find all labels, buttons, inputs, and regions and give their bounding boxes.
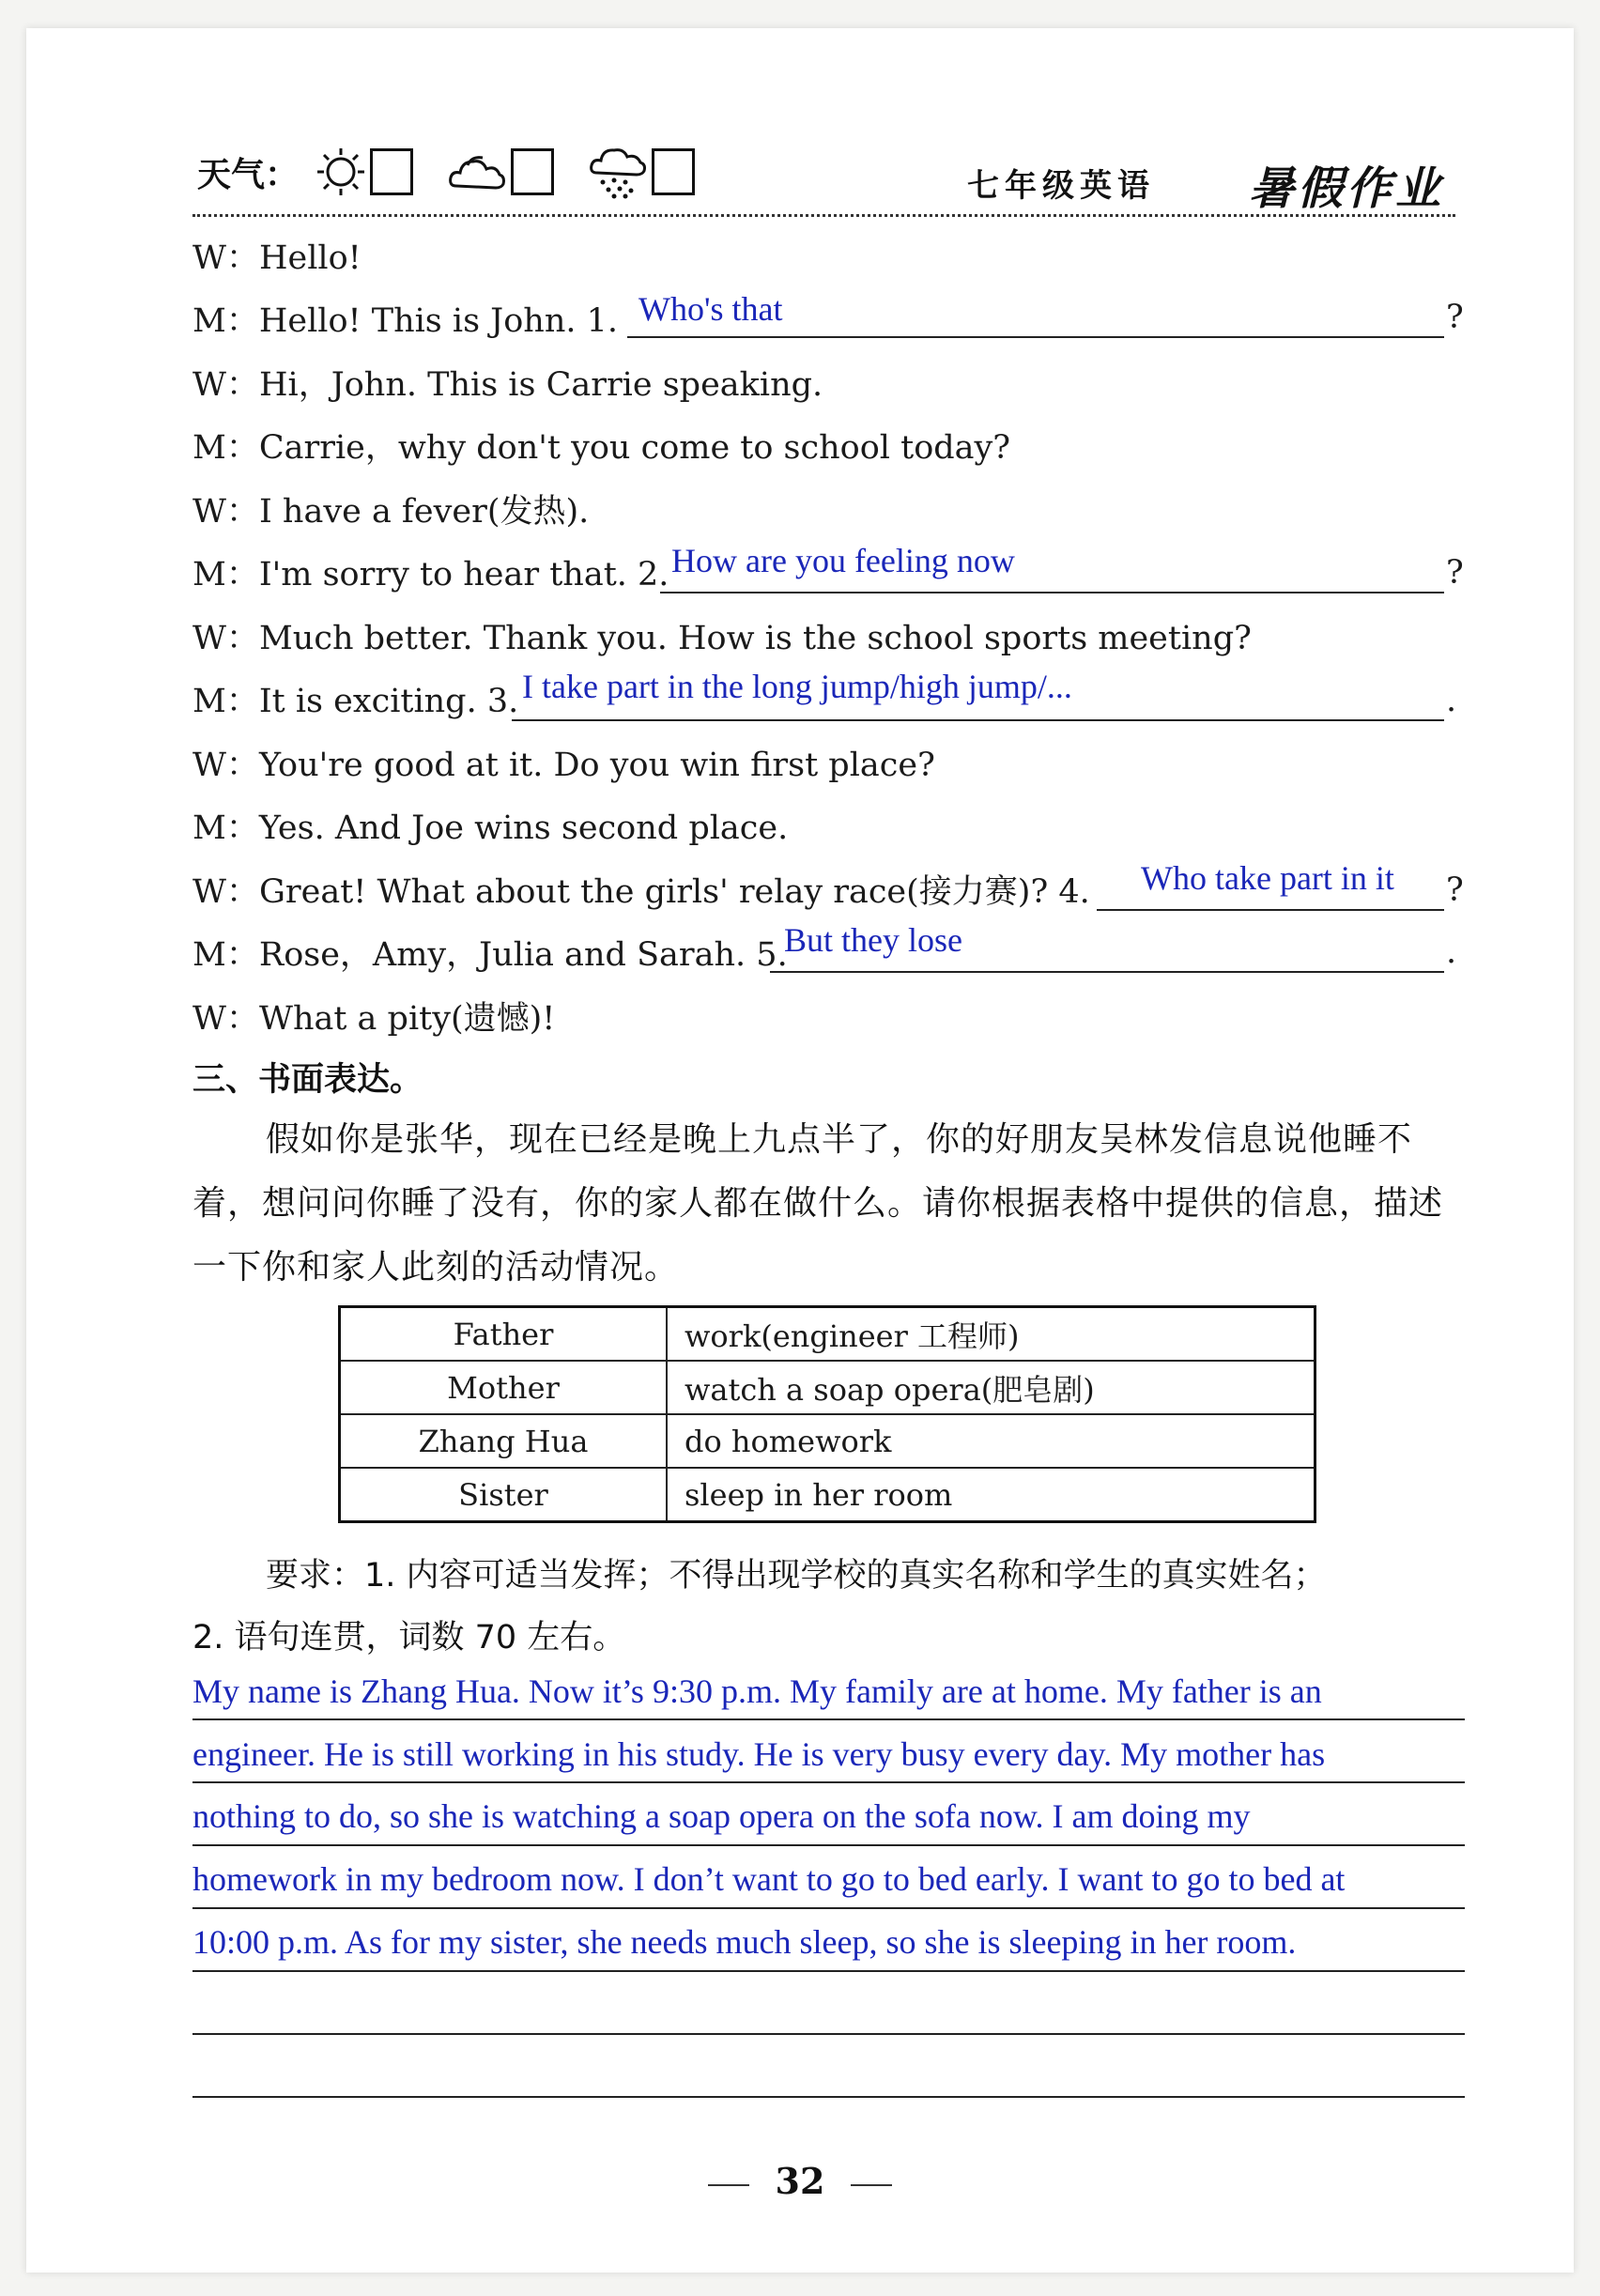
dialogue-line: W：What a pity(遗憾)! <box>192 1000 556 1038</box>
dialogue-line: W：You're good at it. Do you win first place? <box>192 747 935 784</box>
table-cell-who: Mother <box>340 1361 668 1414</box>
answer-2: How are you feeling now <box>671 542 1015 579</box>
page-dash-left <box>708 2184 749 2186</box>
answer-1: Who's that <box>638 290 783 328</box>
dialogue-line: W：Hi，John. This is Carrie speaking. <box>192 366 823 404</box>
page-dash-right <box>851 2184 892 2186</box>
dialogue-line: W：Hello! <box>192 239 362 277</box>
page-number-value: 32 <box>775 2160 825 2202</box>
table-cell-who: Sister <box>340 1468 668 1522</box>
grade-subject: 七年级英语 <box>967 167 1155 205</box>
weather-label: 天气： <box>197 154 300 194</box>
cloud-checkbox[interactable] <box>511 148 554 195</box>
sun-checkbox[interactable] <box>370 148 413 195</box>
dialogue-line: M：Carrie，why don't you come to school today? <box>192 429 1011 467</box>
requirements-line-1: 要求：1. 内容可适当发挥；不得出现学校的真实名称和学生的真实姓名； <box>266 1557 1327 1595</box>
brand-title: 暑假作业 <box>1249 162 1445 215</box>
table-cell-activity: watch a soap opera(肥皂剧) <box>667 1361 1315 1414</box>
essay-text-line: nothing to do, so she is watching a soap opera on the sofa now. I am doing my <box>192 1797 1251 1835</box>
section-title: 三、书面表达。 <box>192 1061 423 1099</box>
table-row <box>340 1468 1315 1522</box>
dialogue-line: M：Yes. And Joe wins second place. <box>192 809 789 847</box>
end-punct-4: ? <box>1446 871 1464 909</box>
table-row <box>340 1414 1315 1468</box>
page-number <box>0 2160 1600 2202</box>
end-punct-3: . <box>1446 682 1457 719</box>
table-cell-who: Father <box>340 1307 668 1362</box>
writing-line[interactable] <box>192 2034 1465 2098</box>
snow-checkbox[interactable] <box>652 148 695 195</box>
dialogue-line: W：Great! What about the girls' relay race(接力赛)? 4. <box>192 873 1090 911</box>
writing-prompt: 假如你是张华，现在已经是晚上九点半了，你的好朋友吴林发信息说他睡不着，想问问你睡了没有，你的家人都在做什么。请你根据表格中提供的信息，描述一下你和家人此刻的活动情况。 <box>192 1120 1444 1287</box>
writing-line[interactable] <box>192 1971 1465 2035</box>
dialogue-line: M：It is exciting. 3. <box>192 683 519 720</box>
header-divider <box>192 214 1455 217</box>
essay-text-line: My name is Zhang Hua. Now it’s 9:30 p.m. My family are at home. My father is an <box>192 1672 1322 1710</box>
end-punct-1: ? <box>1446 299 1464 336</box>
dialogue-line: W：I have a fever(发热). <box>192 493 590 531</box>
answer-4: Who take part in it <box>1141 859 1394 897</box>
dialogue-line: M：Hello! This is John. 1. <box>192 302 619 340</box>
table-cell-activity: work(engineer 工程师) <box>667 1307 1315 1362</box>
table-cell-activity: do homework <box>667 1414 1315 1468</box>
cloud-icon <box>447 146 507 197</box>
dialogue-line: W：Much better. Thank you. How is the school sports meeting? <box>192 620 1252 657</box>
table-row <box>340 1307 1315 1362</box>
end-punct-5: . <box>1446 933 1457 971</box>
dialogue-line: M：I'm sorry to hear that. 2. <box>192 556 669 593</box>
snow-cloud-icon <box>588 145 648 199</box>
requirements-line-2: 2. 语句连贯，词数 70 左右。 <box>192 1619 626 1657</box>
table-cell-who: Zhang Hua <box>340 1414 668 1468</box>
essay-text-line: engineer. He is still working in his study. He is very busy every day. My mother has <box>192 1735 1326 1773</box>
essay-text-line: homework in my bedroom now. I don’t want to go to bed early. I want to go to bed at <box>192 1860 1346 1898</box>
table-cell-activity: sleep in her room <box>667 1468 1315 1522</box>
answer-3: I take part in the long jump/high jump/... <box>522 668 1072 705</box>
essay-text-line: 10:00 p.m. As for my sister, she needs much sleep, so she is sleeping in her room. <box>192 1923 1297 1961</box>
table-row <box>340 1361 1315 1414</box>
weather-header <box>197 139 695 205</box>
activity-table <box>338 1305 1316 1523</box>
dialogue-line: M：Rose，Amy，Julia and Sarah. 5. <box>192 936 788 974</box>
answer-5: But they lose <box>784 921 962 959</box>
sun-icon <box>315 146 366 197</box>
end-punct-2: ? <box>1446 554 1464 592</box>
